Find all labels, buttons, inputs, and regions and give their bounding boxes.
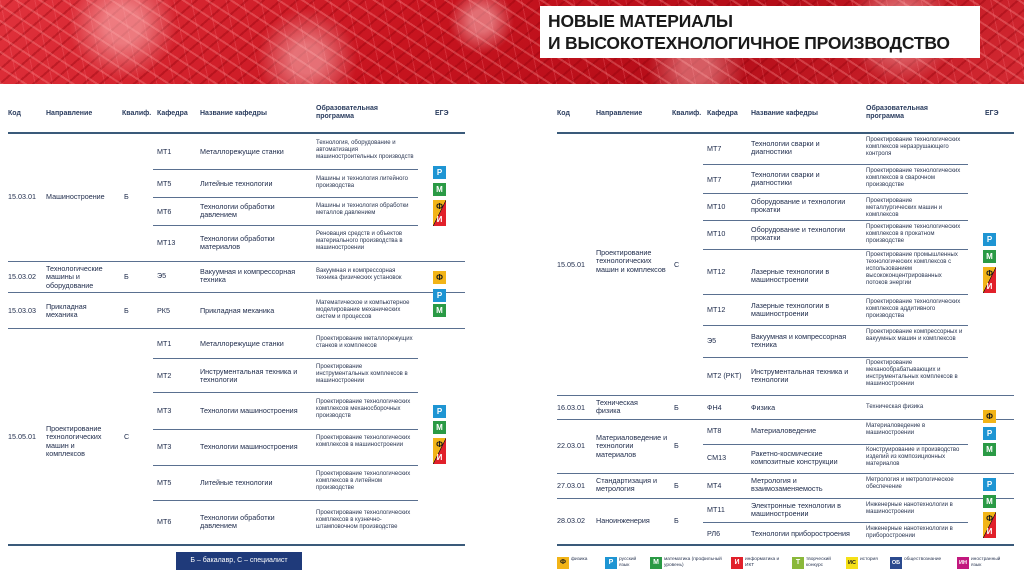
program-name: Проектирование металлургических машин и комплексов <box>866 198 943 218</box>
group-qualif: Б <box>124 306 129 315</box>
row-divider <box>153 429 418 430</box>
physics-icon: Ф <box>557 557 569 569</box>
group-direction: Проектирование технологических машин и комплексов <box>46 424 102 459</box>
chair-code: МТ1 <box>157 147 172 156</box>
ege-math-badge: М <box>433 183 446 196</box>
group-direction: Машиностроение <box>46 192 105 201</box>
program-name: Метрология и метрологическое обеспечение <box>866 477 954 490</box>
legend-label: русский язык <box>619 557 637 568</box>
chair-name: Физика <box>751 403 776 412</box>
ege-russian-badge: Р <box>983 427 996 440</box>
chair-code: МТ3 <box>157 406 172 415</box>
ege-physics-label: Ф <box>986 514 993 523</box>
row-divider <box>703 522 968 523</box>
chair-code: МТ7 <box>707 144 722 153</box>
title-line-1: НОВЫЕ МАТЕРИАЛЫ <box>548 11 733 31</box>
header-qualif: Квалиф. <box>122 110 152 117</box>
header-code: Код <box>557 110 570 117</box>
group-qualif: Б <box>674 516 679 525</box>
header-program: Образовательная программа <box>866 105 928 120</box>
qualification-legend: Б – бакалавр, С – специалист <box>176 552 302 570</box>
chair-name: Лазерные технологии в машиностроении <box>751 301 830 319</box>
chair-code: МТ6 <box>157 207 172 216</box>
ege-math-badge: М <box>433 304 446 317</box>
row-divider <box>703 357 968 358</box>
header-direction: Направление <box>596 110 643 117</box>
row-divider <box>153 358 418 359</box>
chair-name: Прикладная механика <box>200 306 275 315</box>
group-divider <box>557 473 1014 474</box>
legend-label: физика <box>571 557 588 562</box>
russian-icon: Р <box>605 557 617 569</box>
program-name: Инженерные нанотехнологии в машиностроении <box>866 502 953 515</box>
group-qualif: Б <box>124 192 129 201</box>
chair-code: МТ10 <box>707 229 726 238</box>
chair-name: Технологии обработки давлением <box>200 513 275 531</box>
legend-label: история <box>860 557 878 562</box>
program-name: Реновация средств и объектов материального производства в машиностроении <box>316 231 403 251</box>
chair-code: МТ3 <box>157 442 172 451</box>
chair-code: СМ13 <box>707 453 727 462</box>
ege-russian-badge: Р <box>433 166 446 179</box>
program-name: Проектирование инструментальных комплексов в машиностроении <box>316 364 408 384</box>
ege-russian-badge: Р <box>983 478 996 491</box>
chair-name: Вакуумная и компрессорная техника <box>200 267 296 285</box>
group-qualif: Б <box>674 441 679 450</box>
row-divider <box>703 294 968 295</box>
group-direction: Техническая физика <box>596 398 638 416</box>
group-direction: Материаловедение и технологии материалов <box>596 433 668 459</box>
chair-code: МТ12 <box>707 267 726 276</box>
table-bottom-rule <box>8 544 465 546</box>
chair-code: МТ8 <box>707 426 722 435</box>
header-program: Образовательная программа <box>316 105 378 120</box>
program-name: Инженерные нанотехнологии в приборостроении <box>866 526 953 539</box>
row-divider <box>153 465 418 466</box>
chair-name: Технологии машиностроения <box>200 406 298 415</box>
header-chair: Кафедра <box>707 110 738 117</box>
group-code: 15.03.02 <box>8 272 36 281</box>
chair-name: Метрология и взаимозаменяемость <box>751 476 823 494</box>
group-divider <box>557 419 1014 420</box>
math-icon: М <box>650 557 662 569</box>
group-divider <box>8 261 465 262</box>
chair-code: МТ5 <box>157 179 172 188</box>
ege-physics-label: Ф <box>986 269 993 278</box>
program-name: Вакуумная и компрессорная техника физических установок <box>316 268 402 281</box>
chair-name: Литейные технологии <box>200 179 273 188</box>
header-chair-name: Название кафедры <box>751 110 819 117</box>
group-code: 28.03.02 <box>557 516 585 525</box>
chair-name: Оборудование и технологии прокатки <box>751 225 846 243</box>
chair-code: РЛ6 <box>707 529 721 538</box>
chair-name: Инструментальная техника и технологии <box>200 367 298 385</box>
program-name: Математическое и компьютерное моделирование механических систем и процессов <box>316 300 410 320</box>
ege-physics-badge: Ф <box>433 271 446 284</box>
program-name: Машины и технология обработки металлов давлением <box>316 203 409 216</box>
foreign-language-icon: ИН <box>957 557 969 569</box>
title-line-2: И ВЫСОКОТЕХНОЛОГИЧНОЕ ПРОИЗВОДСТВО <box>548 33 950 53</box>
chair-name: Оборудование и технологии прокатки <box>751 197 846 215</box>
program-name: Материаловедение в машиностроении <box>866 423 926 436</box>
group-code: 15.03.01 <box>8 192 36 201</box>
group-direction: Технологические машины и оборудование <box>46 264 103 290</box>
program-name: Проектирование механообрабатывающих и инструментальных комплексов в машиностроении <box>866 360 958 387</box>
row-divider <box>703 193 968 194</box>
ege-physics-or-informatics-badge <box>983 512 996 538</box>
ege-physics-label: Ф <box>436 202 443 211</box>
legend-label: иностранный язык <box>971 557 1001 568</box>
group-code: 15.05.01 <box>8 432 36 441</box>
program-name: Машины и технология литейного производства <box>316 176 408 189</box>
ege-physics-or-informatics-badge <box>433 438 446 464</box>
ege-informatics-label: И <box>436 215 443 224</box>
group-code: 27.03.01 <box>557 481 585 490</box>
program-name: Проектирование компрессорных и вакуумных машин и комплексов <box>866 329 963 342</box>
header-rule <box>557 132 1014 134</box>
table-bottom-rule <box>557 544 1014 546</box>
creative-contest-icon: Т <box>792 557 804 569</box>
chair-name: Вакуумная и компрессорная техника <box>751 332 847 350</box>
group-divider <box>557 395 1014 396</box>
group-qualif: Б <box>124 272 129 281</box>
ege-math-badge: М <box>983 495 996 508</box>
program-name: Технология, оборудование и автоматизация машиностроительных производств <box>316 140 414 160</box>
chair-name: Технологии обработки материалов <box>200 234 275 252</box>
informatics-icon: И <box>731 557 743 569</box>
row-divider <box>153 500 418 501</box>
chair-name: Технологии сварки и диагностики <box>751 139 820 157</box>
group-direction: Прикладная механика <box>46 302 87 320</box>
group-code: 15.03.03 <box>8 306 36 315</box>
chair-code: МТ11 <box>707 505 725 514</box>
chair-code: МТ7 <box>707 175 722 184</box>
chair-name: Лазерные технологии в машиностроении <box>751 267 830 285</box>
row-divider <box>703 220 968 221</box>
ege-informatics-label: И <box>436 453 443 462</box>
chair-name: Технологии обработки давлением <box>200 202 275 220</box>
program-name: Проектирование технологических комплексов механосборочных производств <box>316 399 411 419</box>
legend-label: обществознание <box>904 557 942 562</box>
ege-physics-badge: Ф <box>983 410 996 423</box>
row-divider <box>153 225 418 226</box>
chair-name: Металлорежущие станки <box>200 339 284 348</box>
program-name: Проектирование технологических комплексов в кузнечно-штамповочном производстве <box>316 510 411 530</box>
group-divider <box>557 498 1014 499</box>
program-name: Техническая физика <box>866 404 924 410</box>
chair-name: Электронные технологии в машиностроении <box>751 501 841 519</box>
chair-code: МТ13 <box>157 238 176 247</box>
ege-physics-or-informatics-badge <box>983 267 996 293</box>
row-divider <box>153 197 418 198</box>
row-divider <box>703 249 968 250</box>
chair-code: Э5 <box>707 336 717 345</box>
program-name: Конструирование и производство изделий из композиционных материалов <box>866 447 960 467</box>
group-divider <box>8 328 465 329</box>
legend-label: информатика и ИКТ <box>745 557 780 568</box>
ege-physics-label: Ф <box>436 440 443 449</box>
row-divider <box>703 444 968 445</box>
chair-code: МТ2 (РКТ) <box>707 371 742 380</box>
program-name: Проектирование технологических комплексов в литейном производстве <box>316 471 411 491</box>
group-code: 15.05.01 <box>557 260 585 269</box>
group-qualif: С <box>674 260 680 269</box>
chair-code: МТ12 <box>707 305 726 314</box>
ege-russian-badge: Р <box>433 289 446 302</box>
program-name: Проектирование технологических комплексов аддитивного производства <box>866 299 961 319</box>
ege-informatics-label: И <box>986 282 993 291</box>
header-qualif: Квалиф. <box>672 110 702 117</box>
group-direction: Стандартизация и метрология <box>596 476 658 494</box>
row-divider <box>703 325 968 326</box>
group-qualif: С <box>124 432 130 441</box>
ege-math-badge: М <box>983 443 996 456</box>
chair-code: МТ2 <box>157 371 172 380</box>
header-ege: ЕГЭ <box>435 110 449 117</box>
program-name: Проектирование технологических комплексов в сварочном производстве <box>866 168 961 188</box>
header-chair-name: Название кафедры <box>200 110 268 117</box>
ege-physics-or-informatics-badge <box>433 200 446 226</box>
group-code: 16.03.01 <box>557 403 585 412</box>
chair-code: МТ5 <box>157 478 172 487</box>
ege-math-badge: М <box>983 250 996 263</box>
row-divider <box>153 392 418 393</box>
chair-code: МТ10 <box>707 202 726 211</box>
chair-code: МТ1 <box>157 339 172 348</box>
legend-label: творческий конкурс <box>806 557 831 568</box>
chair-code: МТ6 <box>157 517 172 526</box>
legend-label: математика (профильный уровень) <box>664 557 722 568</box>
group-direction: Проектирование технологических машин и комплексов <box>596 248 666 274</box>
ege-russian-badge: Р <box>433 405 446 418</box>
chair-name: Металлорежущие станки <box>200 147 284 156</box>
program-name: Проектирование технологических комплексов в прокатном производстве <box>866 224 961 244</box>
header-chair: Кафедра <box>157 110 188 117</box>
header-code: Код <box>8 110 21 117</box>
chair-name: Инструментальная техника и технологии <box>751 367 849 385</box>
chair-code: Э5 <box>157 271 167 280</box>
ege-russian-badge: Р <box>983 233 996 246</box>
chair-name: Технологии машиностроения <box>200 442 298 451</box>
ege-math-badge: М <box>433 421 446 434</box>
program-name: Проектирование технологических комплексов неразрушающего контроля <box>866 137 961 157</box>
header-banner <box>0 0 1024 84</box>
group-direction: Наноинженерия <box>596 516 650 525</box>
program-name: Проектирование промышленных технологических комплексов с использованием высококонцентрированных потоков энергии <box>866 252 958 286</box>
chair-name: Технологии сварки и диагностики <box>751 170 820 188</box>
header-direction: Направление <box>46 110 93 117</box>
chair-code: РК5 <box>157 306 170 315</box>
program-name: Проектирование металлорежущих станков и комплексов <box>316 336 413 349</box>
row-divider <box>703 164 968 165</box>
header-ege: ЕГЭ <box>985 110 999 117</box>
chair-name: Литейные технологии <box>200 478 273 487</box>
group-qualif: Б <box>674 481 679 490</box>
social-studies-icon: ОБ <box>890 557 902 569</box>
group-qualif: Б <box>674 403 679 412</box>
program-name: Проектирование технологических комплексов в машиностроении <box>316 435 411 448</box>
chair-name: Технологии приборостроения <box>751 529 850 538</box>
chair-code: МТ4 <box>707 481 722 490</box>
row-divider <box>153 169 418 170</box>
ege-informatics-label: И <box>986 527 993 536</box>
group-divider <box>8 292 465 293</box>
group-code: 22.03.01 <box>557 441 585 450</box>
page-title <box>540 6 980 58</box>
header-rule <box>8 132 465 134</box>
chair-name: Материаловедение <box>751 426 817 435</box>
chair-name: Ракетно-космические композитные конструкции <box>751 449 838 467</box>
history-icon: ИС <box>846 557 858 569</box>
chair-code: ФН4 <box>707 403 722 412</box>
